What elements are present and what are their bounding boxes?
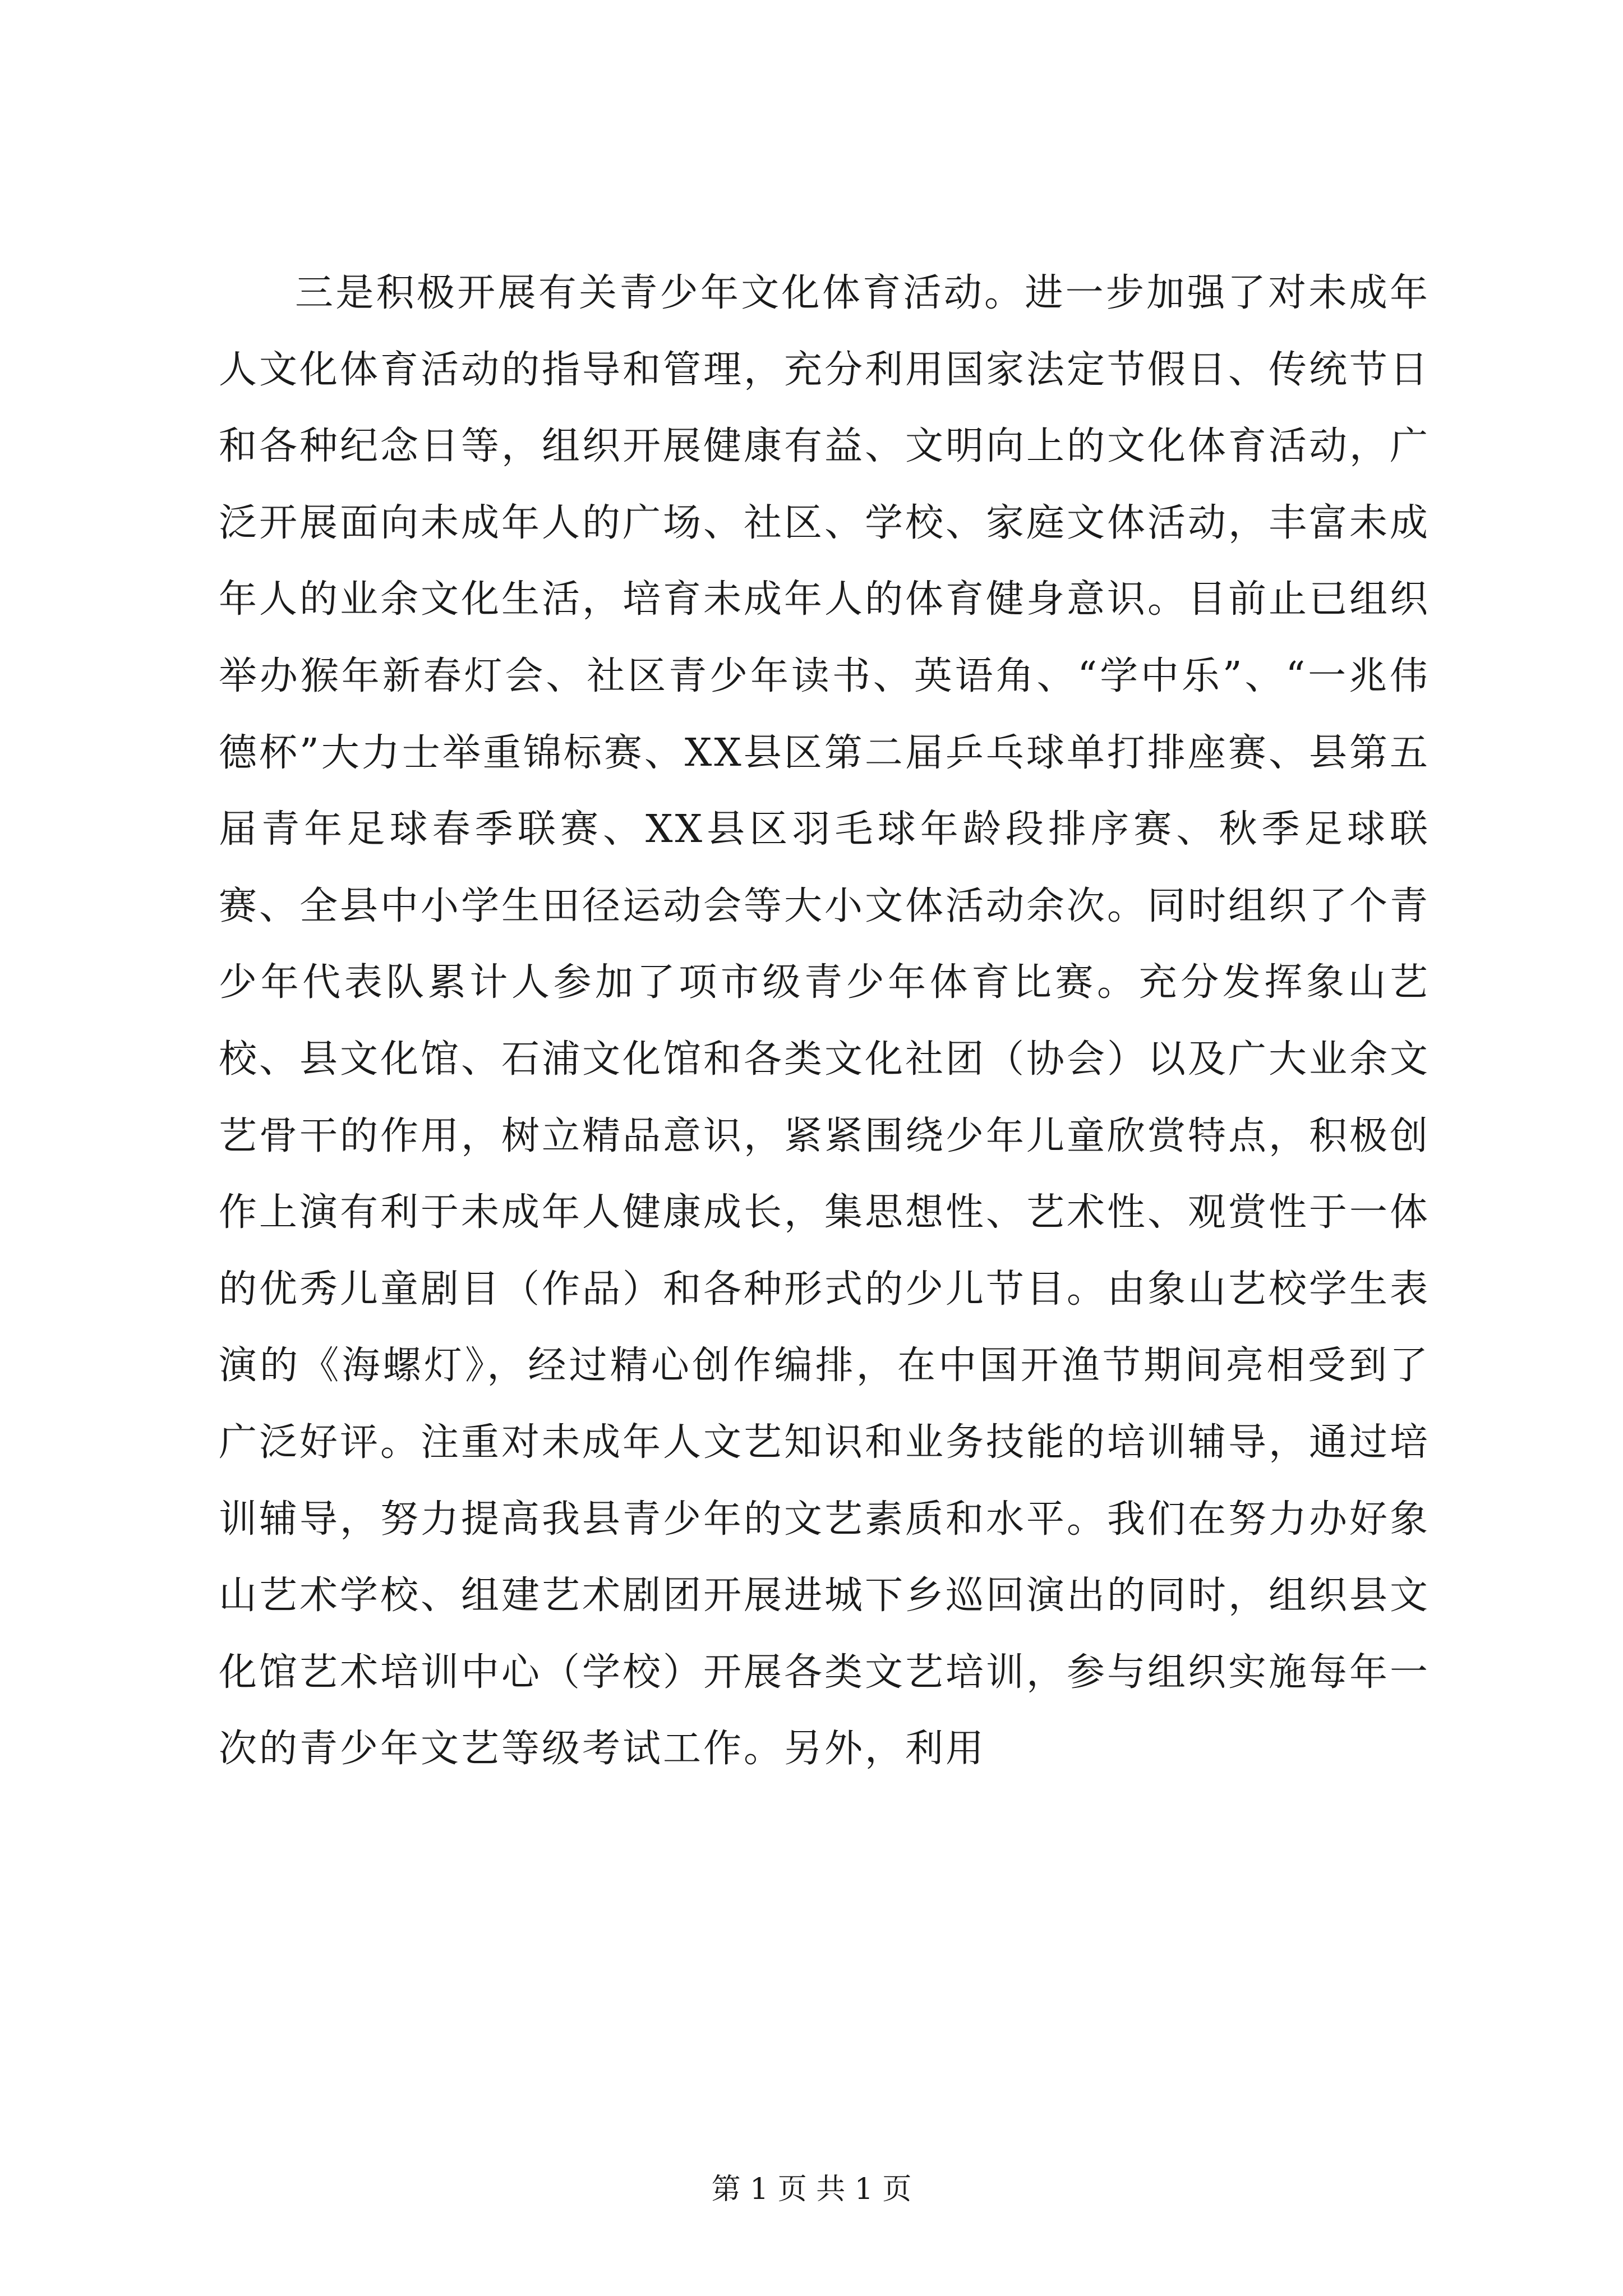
page-number-footer: 第 1 页 共 1 页 [711,2173,912,2206]
body-paragraph: 三是积极开展有关青少年文化体育活动。进一步加强了对未成年人文化体育活动的指导和管理，充分利用国家法定节假日、传统节日和各种纪念日等，组织开展健康有益、文明向上的文化体育活动，广泛开展面向未成年人的广场、社区、学校、家庭文体活动，丰富未成年人的业余文化生活，培育未成年人的体育健身意识。目前止已组织举办猴年新春灯会、社区青少年读书、英语角、“学中乐”、“一兆伟德杯”大力士举重锦标赛、XX县区第二届乒乓球单打排座赛、县第五届青年足球春季联赛、XX县区羽毛球年龄段排序赛、秋季足球联赛、全县中小学生田径运动会等大小文体活动余次。同时组织了个青少年代表队累计人参加了项市级青少年体育比赛。充分发挥象山艺校、县文化馆、石浦文化馆和各类文化社团（协会）以及广大业余文艺骨干的作用，树立精品意识，紧紧围绕少年儿童欣赏特点，积极创作上演有利于未成年人健康成长，集思想性、艺术性、观赏性于一体的优秀儿童剧目（作品）和各种形式的少儿节目。由象山艺校学生表演的《海螺灯》，经过精心创作编排，在中国开渔节期间亮相受到了广泛好评。注重对未成年人文艺知识和业务技能的培训辅导，通过培训辅导，努力提高我县青少年的文艺素质和水平。我们在努力办好象山艺术学校、组建艺术剧团开展进城下乡巡回演出的同时，组织县文化馆艺术培训中心（学校）开展各类文艺培训，参与组织实施每年一次的青少年文艺等级考试工作。另外，利用 [219,271,1431,1772]
